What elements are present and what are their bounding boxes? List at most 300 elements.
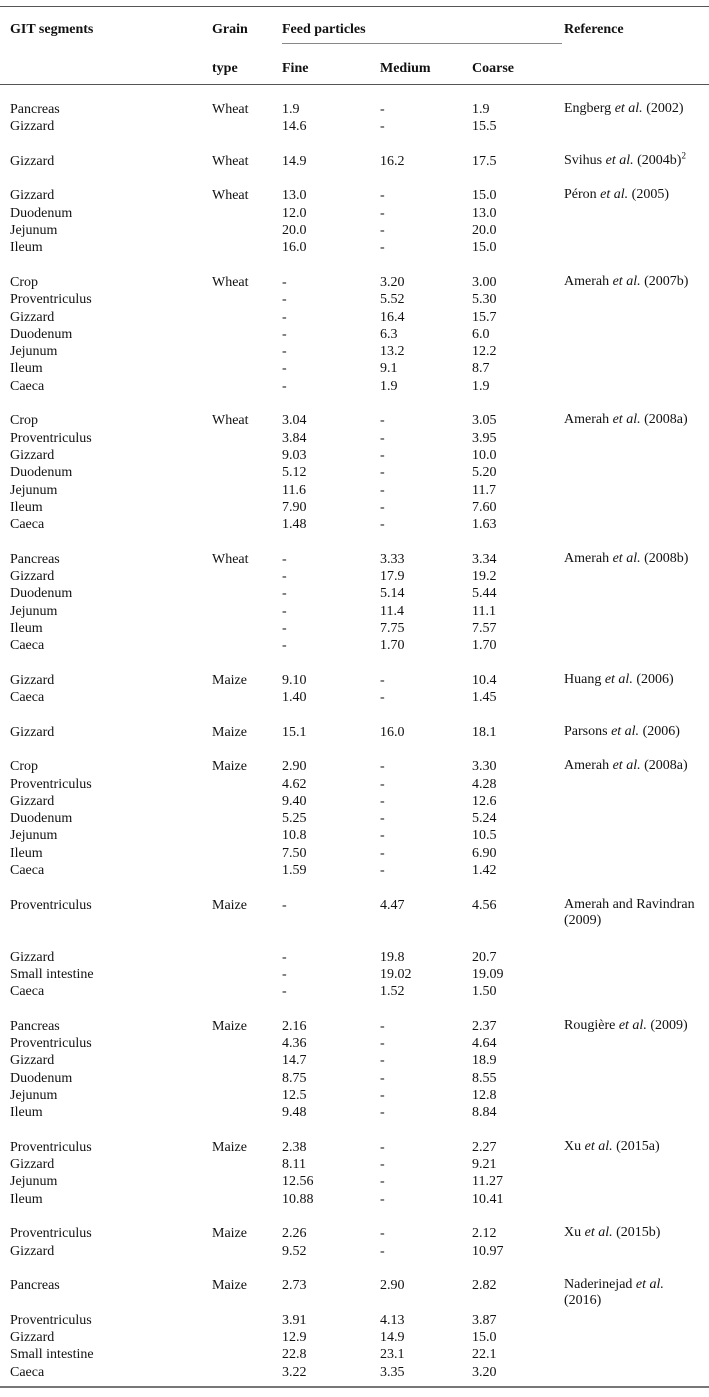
fine-cell: 12.5 (282, 1087, 307, 1103)
reference-overflow-spacer (0, 1294, 709, 1311)
fine-cell: 4.36 (282, 1036, 307, 1052)
table-row (0, 620, 709, 637)
fine-cell: 2.73 (282, 1278, 307, 1294)
fine-cell: - (282, 603, 287, 619)
medium-cell: 3.20 (380, 274, 405, 290)
fine-cell: 3.22 (282, 1364, 307, 1380)
fine-cell: - (282, 897, 287, 913)
medium-cell: - (380, 517, 385, 533)
segment-cell: Proventriculus (10, 1226, 92, 1242)
coarse-cell: 3.95 (472, 430, 497, 446)
fine-cell: 9.03 (282, 447, 307, 463)
table-row (0, 1243, 709, 1260)
group-spacer (0, 1260, 709, 1277)
table-row (0, 274, 709, 291)
fine-cell: 16.0 (282, 240, 307, 256)
reference-overflow-spacer (0, 931, 709, 948)
fine-cell: - (282, 620, 287, 636)
medium-cell: 3.35 (380, 1364, 405, 1380)
feed-particles-rule (282, 43, 562, 44)
reference-cell: Amerah et al. (2007b) (564, 273, 689, 289)
header-git-segments: GIT segments (10, 22, 94, 37)
grain-cell: Maize (212, 1278, 247, 1294)
segment-cell: Duodenum (10, 205, 73, 221)
segment-cell: Ileum (10, 240, 43, 256)
grain-cell: Maize (212, 1226, 247, 1242)
table-row (0, 516, 709, 533)
segment-cell: Duodenum (10, 586, 73, 602)
medium-cell: - (380, 499, 385, 515)
segment-cell: Gizzard (10, 793, 55, 809)
fine-cell: - (282, 966, 287, 982)
coarse-cell: 10.5 (472, 828, 497, 844)
coarse-cell: 3.05 (472, 413, 497, 429)
group-spacer (0, 533, 709, 550)
segment-cell: Proventriculus (10, 292, 92, 308)
reference-overflow-spacer (0, 914, 709, 931)
group-spacer (0, 170, 709, 187)
segment-cell: Ileum (10, 499, 43, 515)
table-row (0, 862, 709, 879)
coarse-cell: 12.6 (472, 793, 497, 809)
grain-cell: Wheat (212, 102, 249, 117)
segment-cell: Gizzard (10, 447, 55, 463)
segment-cell: Pancreas (10, 1278, 60, 1294)
medium-cell: 3.33 (380, 551, 405, 567)
medium-cell: 13.2 (380, 344, 405, 360)
table-row (0, 326, 709, 343)
segment-cell: Pancreas (10, 1018, 60, 1034)
coarse-cell: 19.2 (472, 569, 497, 585)
coarse-cell: 3.34 (472, 551, 497, 567)
medium-cell: - (380, 828, 385, 844)
table-row (0, 482, 709, 499)
table-row (0, 983, 709, 1000)
table-row (0, 187, 709, 204)
coarse-cell: 8.7 (472, 361, 490, 377)
grain-cell: Wheat (212, 153, 249, 169)
reference-cell: Huang et al. (2006) (564, 671, 674, 687)
table-row (0, 1346, 709, 1363)
fine-cell: 22.8 (282, 1347, 307, 1363)
reference-cell: Amerah et al. (2008b) (564, 550, 689, 566)
table-row (0, 1191, 709, 1208)
medium-cell: 16.4 (380, 309, 405, 325)
segment-cell: Ileum (10, 1105, 43, 1121)
fine-cell: 2.16 (282, 1018, 307, 1034)
coarse-cell: 10.0 (472, 447, 497, 463)
segment-cell: Proventriculus (10, 776, 92, 792)
fine-cell: 12.9 (282, 1330, 307, 1346)
coarse-cell: 3.87 (472, 1312, 497, 1328)
group-spacer (0, 879, 709, 896)
header-rule (0, 84, 709, 85)
medium-cell: 1.52 (380, 984, 405, 1000)
table-row (0, 724, 709, 741)
fine-cell: - (282, 309, 287, 325)
coarse-cell: 11.1 (472, 603, 496, 619)
coarse-cell: 2.37 (472, 1018, 497, 1034)
segment-cell: Gizzard (10, 309, 55, 325)
fine-cell: 11.6 (282, 482, 306, 498)
table-row (0, 499, 709, 516)
coarse-cell: 1.42 (472, 863, 497, 879)
fine-cell: 9.52 (282, 1243, 307, 1259)
medium-cell: 4.47 (380, 897, 405, 913)
group-spacer (0, 257, 709, 274)
medium-cell: - (380, 1105, 385, 1121)
medium-cell: - (380, 690, 385, 706)
table-row (0, 378, 709, 395)
table-row (0, 430, 709, 447)
grain-cell: Maize (212, 759, 247, 775)
coarse-cell: 4.28 (472, 776, 497, 792)
medium-cell: - (380, 845, 385, 861)
reference-cell: Xu et al. (2015b) (564, 1225, 661, 1241)
table-row (0, 309, 709, 326)
fine-cell: - (282, 949, 287, 965)
coarse-cell: 18.9 (472, 1053, 497, 1069)
coarse-cell: 1.63 (472, 517, 497, 533)
medium-cell: - (380, 1070, 385, 1086)
segment-cell: Gizzard (10, 724, 55, 740)
segment-cell: Proventriculus (10, 897, 92, 913)
segment-cell: Caeca (10, 638, 45, 654)
table-row (0, 360, 709, 377)
fine-cell: 14.6 (282, 119, 307, 135)
table-row (0, 447, 709, 464)
group-spacer (0, 1000, 709, 1017)
medium-cell: - (380, 793, 385, 809)
medium-cell: - (380, 1174, 385, 1190)
table-row (0, 827, 709, 844)
medium-cell: - (380, 672, 385, 688)
medium-cell: 1.70 (380, 638, 405, 654)
reference-cell: Péron et al. (2005) (564, 187, 669, 203)
header-reference: Reference (564, 22, 624, 37)
coarse-cell: 11.27 (472, 1174, 503, 1190)
fine-cell: - (282, 984, 287, 1000)
fine-cell: 4.62 (282, 776, 307, 792)
coarse-cell: 22.1 (472, 1347, 497, 1363)
medium-cell: - (380, 759, 385, 775)
segment-cell: Ileum (10, 1191, 43, 1207)
medium-cell: - (380, 430, 385, 446)
coarse-cell: 12.8 (472, 1087, 497, 1103)
header-coarse: Coarse (472, 61, 514, 76)
medium-cell: 1.9 (380, 378, 398, 394)
data-table (0, 101, 709, 1381)
fine-cell: 3.04 (282, 413, 307, 429)
fine-cell: 13.0 (282, 188, 307, 204)
fine-cell: 1.59 (282, 863, 307, 879)
coarse-cell: 8.55 (472, 1070, 497, 1086)
segment-cell: Jejunum (10, 1087, 58, 1103)
coarse-cell: 4.56 (472, 897, 497, 913)
medium-cell: - (380, 776, 385, 792)
table-row (0, 343, 709, 360)
fine-cell: 3.84 (282, 430, 307, 446)
segment-cell: Caeca (10, 378, 45, 394)
coarse-cell: 1.9 (472, 102, 490, 117)
group-spacer (0, 1208, 709, 1225)
table-row (0, 1225, 709, 1242)
segment-cell: Ileum (10, 361, 43, 377)
fine-cell: 12.56 (282, 1174, 314, 1190)
segment-cell: Gizzard (10, 1243, 55, 1259)
table-row (0, 949, 709, 966)
medium-cell: - (380, 1243, 385, 1259)
medium-cell: - (380, 1226, 385, 1242)
reference-cell: Parsons et al. (2006) (564, 723, 680, 739)
coarse-cell: 5.44 (472, 586, 497, 602)
segment-cell: Pancreas (10, 551, 60, 567)
fine-cell: 10.8 (282, 828, 307, 844)
grain-cell: Wheat (212, 413, 249, 429)
group-spacer (0, 655, 709, 672)
coarse-cell: 1.45 (472, 690, 497, 706)
table-row (0, 464, 709, 481)
segment-cell: Jejunum (10, 1174, 58, 1190)
table-row (0, 966, 709, 983)
header-type: type (212, 61, 238, 76)
table-row (0, 896, 709, 928)
table-row (0, 810, 709, 827)
reference-cell: Xu et al. (2015a) (564, 1138, 660, 1154)
fine-cell: 14.9 (282, 153, 307, 169)
fine-cell: 12.0 (282, 205, 307, 221)
medium-cell: - (380, 102, 385, 117)
table-row (0, 568, 709, 585)
medium-cell: - (380, 1018, 385, 1034)
fine-cell: - (282, 292, 287, 308)
table-row (0, 585, 709, 602)
table-row (0, 1277, 709, 1309)
segment-cell: Duodenum (10, 811, 73, 827)
medium-cell: - (380, 1087, 385, 1103)
segment-cell: Jejunum (10, 603, 58, 619)
fine-cell: 5.12 (282, 465, 307, 481)
grain-cell: Wheat (212, 551, 249, 567)
segment-cell: Gizzard (10, 1053, 55, 1069)
grain-cell: Maize (212, 1018, 247, 1034)
medium-cell: - (380, 482, 385, 498)
medium-cell: 6.3 (380, 326, 398, 342)
fine-cell: 10.88 (282, 1191, 314, 1207)
segment-cell: Proventriculus (10, 430, 92, 446)
medium-cell: 19.8 (380, 949, 405, 965)
group-spacer (0, 706, 709, 723)
coarse-cell: 13.0 (472, 205, 497, 221)
table-row (0, 412, 709, 429)
segment-cell: Caeca (10, 1364, 45, 1380)
fine-cell: 1.48 (282, 517, 307, 533)
segment-cell: Gizzard (10, 1157, 55, 1173)
segment-cell: Jejunum (10, 828, 58, 844)
table-row (0, 222, 709, 239)
segment-cell: Gizzard (10, 569, 55, 585)
fine-cell: 9.48 (282, 1105, 307, 1121)
table-row (0, 1035, 709, 1052)
fine-cell: - (282, 569, 287, 585)
table-row (0, 1139, 709, 1156)
fine-cell: - (282, 361, 287, 377)
coarse-cell: 20.0 (472, 223, 497, 239)
coarse-cell: 19.09 (472, 966, 504, 982)
fine-cell: 9.40 (282, 793, 307, 809)
grain-cell: Maize (212, 672, 247, 688)
coarse-cell: 20.7 (472, 949, 497, 965)
table-row (0, 291, 709, 308)
fine-cell: - (282, 551, 287, 567)
table-row (0, 551, 709, 568)
coarse-cell: 5.24 (472, 811, 497, 827)
coarse-cell: 11.7 (472, 482, 496, 498)
reference-cell: Amerah et al. (2008a) (564, 412, 688, 428)
coarse-cell: 7.60 (472, 499, 497, 515)
table-row (0, 776, 709, 793)
grain-cell: Maize (212, 724, 247, 740)
fine-cell: 8.11 (282, 1157, 306, 1173)
medium-cell: 19.02 (380, 966, 412, 982)
medium-cell: 5.52 (380, 292, 405, 308)
coarse-cell: 1.9 (472, 378, 490, 394)
table-row (0, 793, 709, 810)
medium-cell: - (380, 223, 385, 239)
medium-cell: - (380, 413, 385, 429)
medium-cell: - (380, 447, 385, 463)
fine-cell: 2.38 (282, 1139, 307, 1155)
medium-cell: 11.4 (380, 603, 404, 619)
reference-cell: Rougière et al. (2009) (564, 1017, 688, 1033)
medium-cell: 16.2 (380, 153, 405, 169)
medium-cell: - (380, 811, 385, 827)
table-row (0, 205, 709, 222)
table-row (0, 603, 709, 620)
fine-cell: - (282, 344, 287, 360)
medium-cell: 17.9 (380, 569, 405, 585)
coarse-cell: 2.12 (472, 1226, 497, 1242)
fine-cell: 20.0 (282, 223, 307, 239)
medium-cell: 23.1 (380, 1347, 405, 1363)
segment-cell: Proventriculus (10, 1312, 92, 1328)
fine-cell: - (282, 274, 287, 290)
table-row (0, 672, 709, 689)
segment-cell: Duodenum (10, 326, 73, 342)
fine-cell: - (282, 326, 287, 342)
segment-cell: Pancreas (10, 102, 60, 117)
medium-cell: - (380, 240, 385, 256)
table-row (0, 1329, 709, 1346)
fine-cell: 2.26 (282, 1226, 307, 1242)
medium-cell: 14.9 (380, 1330, 405, 1346)
coarse-cell: 10.41 (472, 1191, 504, 1207)
segment-cell: Duodenum (10, 1070, 73, 1086)
table-row (0, 1018, 709, 1035)
fine-cell: 9.10 (282, 672, 307, 688)
coarse-cell: 6.0 (472, 326, 490, 342)
coarse-cell: 10.4 (472, 672, 497, 688)
coarse-cell: 3.30 (472, 759, 497, 775)
table-row (0, 845, 709, 862)
bottom-rule (0, 1386, 709, 1388)
medium-cell: - (380, 1139, 385, 1155)
grain-cell: Maize (212, 1139, 247, 1155)
fine-cell: 1.9 (282, 102, 300, 117)
coarse-cell: 5.30 (472, 292, 497, 308)
table-row (0, 1312, 709, 1329)
segment-cell: Small intestine (10, 966, 94, 982)
coarse-cell: 2.27 (472, 1139, 497, 1155)
coarse-cell: 3.20 (472, 1364, 497, 1380)
fine-cell: - (282, 586, 287, 602)
table-row (0, 1156, 709, 1173)
coarse-cell: 8.84 (472, 1105, 497, 1121)
segment-cell: Caeca (10, 690, 45, 706)
coarse-cell: 9.21 (472, 1157, 497, 1173)
fine-cell: 14.7 (282, 1053, 307, 1069)
medium-cell: 7.75 (380, 620, 405, 636)
medium-cell: - (380, 205, 385, 221)
coarse-cell: 6.90 (472, 845, 497, 861)
segment-cell: Ileum (10, 620, 43, 636)
fine-cell: 15.1 (282, 724, 307, 740)
table-row (0, 1070, 709, 1087)
coarse-cell: 15.7 (472, 309, 497, 325)
segment-cell: Ileum (10, 845, 43, 861)
table-row (0, 150, 709, 170)
segment-cell: Jejunum (10, 482, 58, 498)
header-medium: Medium (380, 61, 431, 76)
table-row (0, 118, 709, 135)
medium-cell: - (380, 1036, 385, 1052)
grain-cell: Maize (212, 897, 247, 913)
header-feed-particles: Feed particles (282, 22, 366, 37)
segment-cell: Crop (10, 759, 38, 775)
coarse-cell: 15.5 (472, 119, 497, 135)
header-fine: Fine (282, 61, 309, 76)
medium-cell: 16.0 (380, 724, 405, 740)
segment-cell: Gizzard (10, 1330, 55, 1346)
segment-cell: Duodenum (10, 465, 73, 481)
segment-cell: Crop (10, 413, 38, 429)
table-row (0, 637, 709, 654)
medium-cell: 5.14 (380, 586, 405, 602)
segment-cell: Caeca (10, 984, 45, 1000)
fine-cell: 1.40 (282, 690, 307, 706)
fine-cell: 7.90 (282, 499, 307, 515)
medium-cell: - (380, 465, 385, 481)
segment-cell: Gizzard (10, 949, 55, 965)
segment-cell: Caeca (10, 863, 45, 879)
segment-cell: Gizzard (10, 188, 55, 204)
table-row (0, 239, 709, 256)
medium-cell: - (380, 863, 385, 879)
segment-cell: Gizzard (10, 153, 55, 169)
table-row (0, 1104, 709, 1121)
coarse-cell: 3.00 (472, 274, 497, 290)
coarse-cell: 5.20 (472, 465, 497, 481)
fine-cell: - (282, 638, 287, 654)
coarse-cell: 15.0 (472, 240, 497, 256)
reference-cell: Naderinejad et al. (2016) (564, 1277, 664, 1309)
group-spacer (0, 1122, 709, 1139)
medium-cell: 4.13 (380, 1312, 405, 1328)
coarse-cell: 17.5 (472, 153, 497, 169)
segment-cell: Proventriculus (10, 1036, 92, 1052)
coarse-cell: 7.57 (472, 620, 497, 636)
table-row (0, 758, 709, 775)
